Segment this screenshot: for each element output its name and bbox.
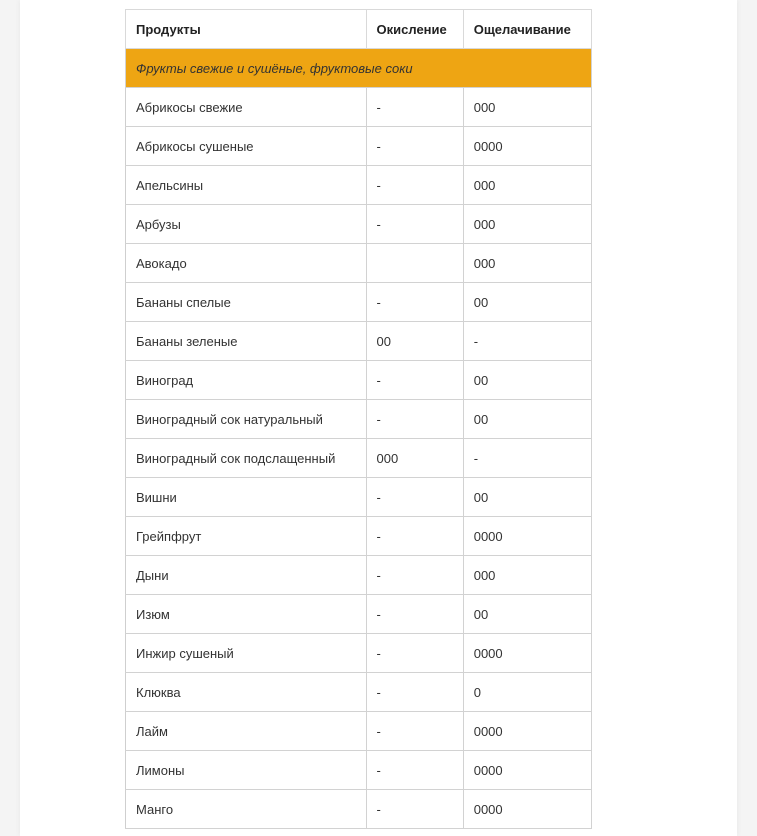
cell-oxidation: -	[366, 88, 463, 127]
table-row	[126, 361, 592, 400]
cell-alkalization: 0000	[463, 517, 591, 556]
cell-alkalization: 0000	[463, 634, 591, 673]
cell-alkalization: 00	[463, 478, 591, 517]
food-acidity-table	[125, 9, 592, 829]
cell-product: Виноградный сок натуральный	[126, 400, 367, 439]
cell-product: Манго	[126, 790, 367, 829]
cell-product: Грейпфрут	[126, 517, 367, 556]
table-row	[126, 751, 592, 790]
cell-product: Бананы спелые	[126, 283, 367, 322]
table-body	[126, 49, 592, 829]
cell-product: Виноградный сок подслащенный	[126, 439, 367, 478]
cell-oxidation: -	[366, 556, 463, 595]
cell-product: Лайм	[126, 712, 367, 751]
cell-oxidation: 000	[366, 439, 463, 478]
cell-oxidation: -	[366, 361, 463, 400]
cell-oxidation: -	[366, 166, 463, 205]
table-row	[126, 790, 592, 829]
cell-alkalization: 000	[463, 244, 591, 283]
cell-alkalization: 0	[463, 673, 591, 712]
cell-oxidation: 00	[366, 322, 463, 361]
cell-oxidation: -	[366, 790, 463, 829]
header-oxidation: Окисление	[366, 10, 463, 49]
category-row	[126, 49, 592, 88]
cell-oxidation: -	[366, 673, 463, 712]
cell-alkalization: 0000	[463, 712, 591, 751]
cell-alkalization: 000	[463, 166, 591, 205]
cell-alkalization: 000	[463, 205, 591, 244]
cell-alkalization: 0000	[463, 751, 591, 790]
cell-alkalization: 00	[463, 400, 591, 439]
cell-product: Абрикосы свежие	[126, 88, 367, 127]
category-label: Фрукты свежие и сушёные, фруктовые соки	[126, 49, 592, 88]
cell-oxidation: -	[366, 517, 463, 556]
cell-oxidation: -	[366, 595, 463, 634]
cell-alkalization: 0000	[463, 790, 591, 829]
cell-product: Вишни	[126, 478, 367, 517]
cell-alkalization: 000	[463, 88, 591, 127]
cell-product: Инжир сушеный	[126, 634, 367, 673]
cell-oxidation: -	[366, 205, 463, 244]
table-row	[126, 517, 592, 556]
header-row	[126, 10, 592, 49]
table-row	[126, 556, 592, 595]
cell-alkalization: -	[463, 439, 591, 478]
table-row	[126, 88, 592, 127]
cell-product: Авокадо	[126, 244, 367, 283]
cell-oxidation: -	[366, 751, 463, 790]
cell-alkalization: 0000	[463, 127, 591, 166]
cell-alkalization: 00	[463, 595, 591, 634]
table-row	[126, 478, 592, 517]
cell-product: Апельсины	[126, 166, 367, 205]
cell-alkalization: -	[463, 322, 591, 361]
table-header	[126, 10, 592, 49]
header-products: Продукты	[126, 10, 367, 49]
cell-product: Арбузы	[126, 205, 367, 244]
table-row	[126, 205, 592, 244]
cell-product: Бананы зеленые	[126, 322, 367, 361]
table-row	[126, 439, 592, 478]
table-row	[126, 595, 592, 634]
cell-product: Виноград	[126, 361, 367, 400]
cell-oxidation: -	[366, 400, 463, 439]
cell-oxidation: -	[366, 283, 463, 322]
table-row	[126, 673, 592, 712]
table-row	[126, 400, 592, 439]
cell-oxidation: -	[366, 712, 463, 751]
header-alkalization: Ощелачивание	[463, 10, 591, 49]
cell-product: Дыни	[126, 556, 367, 595]
cell-alkalization: 00	[463, 283, 591, 322]
cell-oxidation: -	[366, 478, 463, 517]
table-row	[126, 634, 592, 673]
cell-alkalization: 00	[463, 361, 591, 400]
table-row	[126, 283, 592, 322]
cell-alkalization: 000	[463, 556, 591, 595]
cell-oxidation: -	[366, 634, 463, 673]
table-row	[126, 127, 592, 166]
table-row	[126, 166, 592, 205]
cell-product: Лимоны	[126, 751, 367, 790]
cell-oxidation	[366, 244, 463, 283]
cell-product: Клюква	[126, 673, 367, 712]
table-row	[126, 322, 592, 361]
cell-product: Абрикосы сушеные	[126, 127, 367, 166]
cell-product: Изюм	[126, 595, 367, 634]
cell-oxidation: -	[366, 127, 463, 166]
table-row	[126, 244, 592, 283]
table-row	[126, 712, 592, 751]
